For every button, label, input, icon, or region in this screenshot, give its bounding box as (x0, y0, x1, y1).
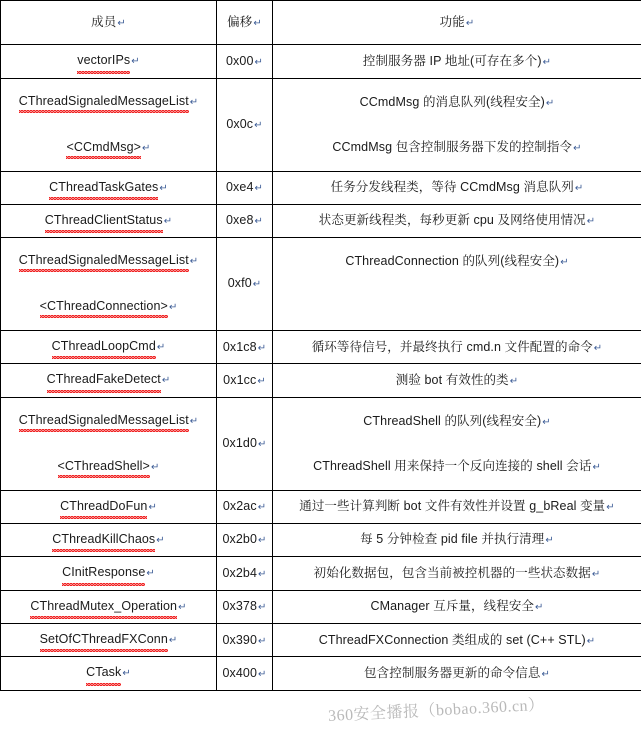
spellcheck-underline: <CThreadConnection> (40, 298, 168, 316)
spellcheck-underline: CThreadDoFun (60, 497, 147, 517)
member-text (52, 339, 166, 353)
function-text: CThreadFXConnection 类组成的 set (C++ STL)↵ (318, 632, 596, 647)
pilcrow-mark: ↵ (189, 256, 199, 268)
pilcrow-mark: ↵ (122, 668, 131, 680)
offset-text: 0x00 (226, 53, 254, 68)
offset-text: 0x2b0 (222, 532, 258, 547)
pilcrow-mark: ↵ (542, 416, 551, 428)
cell-offset (217, 590, 273, 623)
cell-member (1, 364, 217, 397)
pilcrow-mark: ↵ (131, 56, 140, 68)
spellcheck-underline: CThreadFakeDetect (47, 370, 161, 390)
table-row (1, 523, 641, 556)
function-text: 控制服务器 IP 地址(可存在多个)↵ (362, 53, 552, 68)
cell-offset (217, 624, 273, 657)
function-text: CManager 互斥量，线程安全↵ (370, 599, 544, 614)
pilcrow-mark: ↵ (254, 119, 263, 131)
pilcrow-mark: ↵ (159, 182, 168, 194)
offset-text: 0x0c (226, 116, 254, 131)
pilcrow-mark: ↵ (117, 18, 126, 29)
member-text (1, 125, 216, 171)
column-header-function-label: 功能 (439, 15, 465, 29)
member-text (45, 213, 172, 227)
spellcheck-underline: CThreadClientStatus (45, 211, 163, 231)
spellcheck-underline: <CThreadShell> (58, 458, 150, 476)
pilcrow-mark: ↵ (574, 183, 584, 194)
cell-member (1, 523, 217, 556)
pilcrow-mark: ↵ (146, 568, 155, 580)
column-header-offset (217, 1, 273, 45)
function-text: CThreadShell 的队列(线程安全)↵ (363, 413, 551, 428)
cell-function (273, 45, 641, 78)
pilcrow-mark: ↵ (142, 142, 151, 154)
cell-function (273, 624, 641, 657)
spellcheck-underline: CThreadMutex_Operation (30, 597, 177, 617)
member-text (47, 372, 171, 386)
member-text (86, 665, 131, 679)
pilcrow-mark: ↵ (253, 18, 262, 29)
offset-text: 0x1d0 (222, 435, 258, 450)
pilcrow-mark: ↵ (258, 438, 267, 450)
offset-text: 0x2ac (222, 499, 257, 513)
member-text (49, 180, 168, 194)
pilcrow-mark: ↵ (545, 535, 554, 547)
pilcrow-mark: ↵ (586, 216, 596, 228)
pilcrow-mark: ↵ (254, 56, 263, 68)
pilcrow-mark: ↵ (573, 142, 582, 154)
member-text (1, 444, 216, 490)
spellcheck-underline: CTask (86, 663, 121, 683)
function-text: 每 5 分钟检查 pid file 并执行清理↵ (360, 532, 554, 547)
table-row (1, 204, 641, 237)
cell-member (1, 171, 217, 204)
member-text (1, 284, 216, 330)
cell-member (1, 624, 217, 657)
offset-text: 0x400 (222, 665, 258, 680)
pilcrow-mark: ↵ (258, 668, 267, 680)
column-header-function (273, 1, 641, 45)
cell-offset (217, 238, 273, 331)
offset-text: 0x378 (222, 599, 258, 614)
cell-member (1, 397, 217, 490)
member-text (60, 499, 157, 513)
pilcrow-mark: ↵ (465, 18, 475, 29)
pilcrow-mark: ↵ (178, 601, 187, 613)
cell-function (273, 523, 641, 556)
pilcrow-mark: ↵ (168, 302, 178, 314)
cell-member (1, 204, 217, 237)
cell-function (273, 557, 641, 590)
pilcrow-mark: ↵ (252, 279, 262, 291)
pilcrow-mark: ↵ (168, 635, 178, 646)
cell-offset (217, 78, 273, 171)
function-text: 状态更新线程类，每秒更新 cpu 及网络使用情况↵ (318, 213, 596, 228)
column-header-offset-label: 偏移 (227, 15, 253, 29)
pilcrow-mark: ↵ (545, 97, 555, 109)
function-text: 通过一些计算判断 bot 文件有效性并设置 g_bReal 变量↵ (299, 499, 615, 513)
function-text: 初始化数据包，包含当前被控机器的一些状态数据↵ (313, 565, 601, 580)
offset-text: 0x1c8 (222, 339, 257, 354)
offset-text: 0xe8 (226, 213, 254, 228)
column-header-member-label: 成员 (91, 15, 117, 29)
pilcrow-mark: ↵ (148, 501, 157, 513)
member-text (62, 565, 155, 579)
cell-offset (217, 171, 273, 204)
offset-text: 0x390 (222, 632, 258, 647)
cell-function (273, 657, 641, 690)
pilcrow-mark: ↵ (257, 375, 266, 387)
pilcrow-mark: ↵ (189, 96, 199, 108)
offset-text: 0xe4 (226, 180, 254, 194)
pilcrow-mark: ↵ (257, 502, 267, 513)
pilcrow-mark: ↵ (258, 602, 267, 614)
table-row (1, 45, 641, 78)
spellcheck-underline: CThreadSignaledMessageList (19, 412, 189, 430)
pilcrow-mark: ↵ (150, 461, 160, 473)
cell-member (1, 78, 217, 171)
spellcheck-underline: CThreadTaskGates (49, 178, 158, 198)
pilcrow-mark: ↵ (258, 635, 267, 647)
table-header-row (1, 1, 641, 45)
cell-offset (217, 557, 273, 590)
spellcheck-underline: CInitResponse (62, 563, 145, 583)
cell-function (273, 171, 641, 204)
pilcrow-mark: ↵ (156, 342, 166, 353)
pilcrow-mark: ↵ (254, 216, 263, 228)
offset-text: 0x2b4 (222, 565, 258, 580)
member-text (1, 238, 216, 284)
cell-offset (217, 397, 273, 490)
table-row (1, 490, 641, 523)
cell-offset (217, 45, 273, 78)
table-row (1, 171, 641, 204)
cell-offset (217, 331, 273, 364)
pilcrow-mark: ↵ (257, 342, 267, 354)
function-text: 包含控制服务器更新的命令信息↵ (364, 665, 550, 680)
function-text: 循环等待信号，并最终执行 cmd.n 文件配置的命令↵ (311, 339, 603, 354)
table-row (1, 78, 641, 171)
pilcrow-mark: ↵ (189, 415, 199, 427)
cell-member (1, 45, 217, 78)
cell-member (1, 490, 217, 523)
cell-offset (217, 657, 273, 690)
table-row (1, 590, 641, 623)
pilcrow-mark: ↵ (163, 215, 173, 227)
cell-offset (217, 523, 273, 556)
cell-function (273, 590, 641, 623)
table-row (1, 331, 641, 364)
member-text (52, 532, 165, 546)
table-row (1, 624, 641, 657)
member-text (77, 53, 139, 67)
cell-member (1, 590, 217, 623)
pilcrow-mark: ↵ (591, 568, 601, 580)
pilcrow-mark: ↵ (586, 635, 596, 647)
pilcrow-mark: ↵ (509, 375, 519, 387)
function-text: 测验 bot 有效性的类↵ (395, 372, 519, 387)
pilcrow-mark: ↵ (258, 568, 267, 580)
spellcheck-underline: CThreadKillChaos (52, 530, 155, 550)
pilcrow-mark: ↵ (161, 375, 171, 387)
cell-member (1, 657, 217, 690)
cell-offset (217, 204, 273, 237)
cell-offset (217, 364, 273, 397)
function-text: CCmdMsg 的消息队列(线程安全)↵ (359, 94, 555, 109)
cell-member (1, 557, 217, 590)
pilcrow-mark: ↵ (535, 602, 544, 614)
table-row (1, 364, 641, 397)
function-text (273, 284, 641, 329)
cell-offset (217, 490, 273, 523)
cell-member (1, 331, 217, 364)
table-row (1, 238, 641, 331)
cell-function (273, 204, 641, 237)
pilcrow-mark: ↵ (542, 56, 552, 68)
member-text (30, 599, 186, 613)
table-row (1, 657, 641, 690)
cell-function (273, 238, 641, 331)
member-text (1, 79, 216, 125)
spellcheck-underline: CThreadLoopCmd (52, 337, 156, 357)
pilcrow-mark: ↵ (560, 257, 569, 269)
pilcrow-mark: ↵ (606, 502, 615, 513)
pilcrow-mark: ↵ (593, 342, 603, 354)
pilcrow-mark: ↵ (541, 668, 550, 680)
cell-member (1, 238, 217, 331)
column-header-member (1, 1, 217, 45)
member-text (40, 632, 178, 646)
pilcrow-mark: ↵ (258, 535, 267, 547)
watermark-text: 360安全播报（bobao.360.cn） (327, 696, 545, 725)
offset-text: 0x1cc (223, 372, 257, 387)
cell-function (273, 331, 641, 364)
spellcheck-underline: vectorIPs (77, 51, 130, 71)
table-row (1, 397, 641, 490)
pilcrow-mark: ↵ (156, 534, 165, 546)
offset-text: 0xf0 (227, 276, 252, 291)
cell-function (273, 364, 641, 397)
function-text: CCmdMsg 包含控制服务器下发的控制指令↵ (332, 139, 582, 154)
table-body (1, 45, 641, 690)
member-text (1, 398, 216, 444)
cell-function (273, 490, 641, 523)
spellcheck-underline: CThreadSignaledMessageList (19, 93, 189, 111)
pilcrow-mark: ↵ (254, 183, 263, 194)
cell-function (273, 78, 641, 171)
function-text: CThreadConnection 的队列(线程安全)↵ (345, 254, 569, 269)
cell-function (273, 397, 641, 490)
function-text: CThreadShell 用来保持一个反向连接的 shell 会话↵ (313, 458, 601, 473)
function-text: 任务分发线程类，等待 CCmdMsg 消息队列↵ (330, 180, 584, 194)
spellcheck-underline: <CCmdMsg> (66, 139, 141, 157)
spellcheck-underline: SetOfCThreadFXConn (40, 630, 168, 650)
table-row (1, 557, 641, 590)
pilcrow-mark: ↵ (592, 461, 601, 473)
spellcheck-underline: CThreadSignaledMessageList (19, 252, 189, 270)
